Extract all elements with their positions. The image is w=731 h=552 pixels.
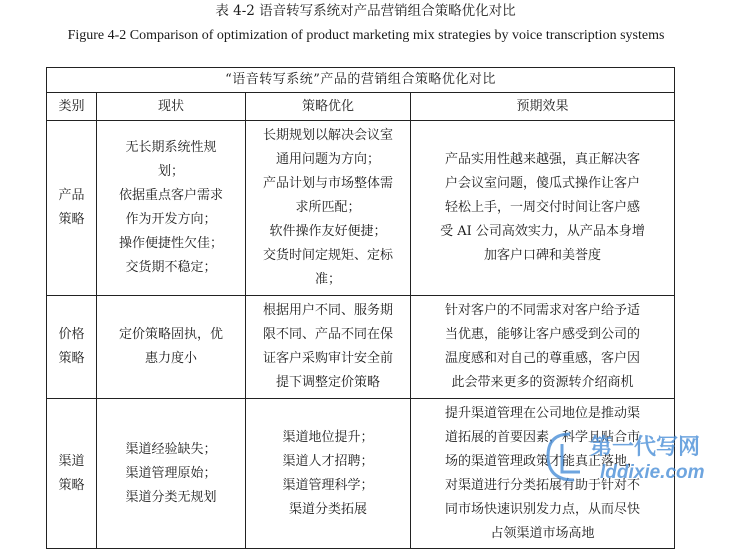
table-title: “语音转写系统”产品的营销组合策略优化对比: [47, 68, 675, 93]
current-cell: 无长期系统性规 划； 依据重点客户需求 作为开发方向； 操作便捷性欠佳； 交货期不稳定；: [97, 121, 246, 296]
optimization-cell: 渠道地位提升； 渠道人才招聘； 渠道管理科学； 渠道分类拓展: [246, 399, 411, 549]
comparison-table: [46, 67, 675, 549]
column-header-optimization: 策略优化: [246, 93, 411, 121]
watermark-name: 第一代写网: [590, 435, 701, 460]
table-header-row: [47, 93, 675, 121]
column-header-current: 现状: [97, 93, 246, 121]
current-cell: 渠道经验缺失； 渠道管理原始； 渠道分类无规划: [97, 399, 246, 549]
category-cell: 价格 策略: [47, 296, 97, 399]
table-caption-chinese: 表 4-2 语音转写系统对产品营销组合策略优化对比: [215, 3, 516, 19]
optimization-cell: 长期规划以解决会议室 通用问题为方向； 产品计划与市场整体需 求所匹配； 软件操作友好便捷； 交货时间定规矩、定标 准；: [246, 121, 411, 296]
optimization-cell: 根据用户不同、服务期 限不同、产品不同在保 证客户采购审计安全前 提下调整定价策略: [246, 296, 411, 399]
current-cell: 定价策略固执，优 惠力度小: [97, 296, 246, 399]
watermark-url: lddixie.com: [600, 462, 705, 483]
category-cell: 渠道 策略: [47, 399, 97, 549]
table-title-row: [47, 68, 675, 93]
column-header-expected: 预期效果: [411, 93, 675, 121]
table-row-channel: [47, 399, 675, 549]
expected-cell: 提升渠道管理在公司地位是推动渠 道拓展的首要因素，科学且贴合市 场的渠道管理政策才能真正落地， 对渠道进行分类拓展有助于针对不 同市场快速识别发力点，从而尽快 占领渠道市场高地: [411, 399, 675, 549]
category-cell: 产品 策略: [47, 121, 97, 296]
table-row-product: [47, 121, 675, 296]
table-row-price: [47, 296, 675, 399]
expected-cell: 针对客户的不同需求对客户给予适 当优惠，能够让客户感受到公司的 温度感和对自己的尊重感，客户因 此会带来更多的资源转介绍商机: [411, 296, 675, 399]
column-header-category: 类别: [47, 93, 97, 121]
expected-cell: 产品实用性越来越强，真正解决客 户会议室问题，傻瓜式操作让客户 轻松上手，一周交付时间让客户感 受 AI 公司高效实力，从产品本身增 加客户口碑和美誉度: [411, 121, 675, 296]
table-caption-english: Figure 4-2 Comparison of optimization of product marketing mix strategies by voice transcription systems: [67, 28, 665, 43]
